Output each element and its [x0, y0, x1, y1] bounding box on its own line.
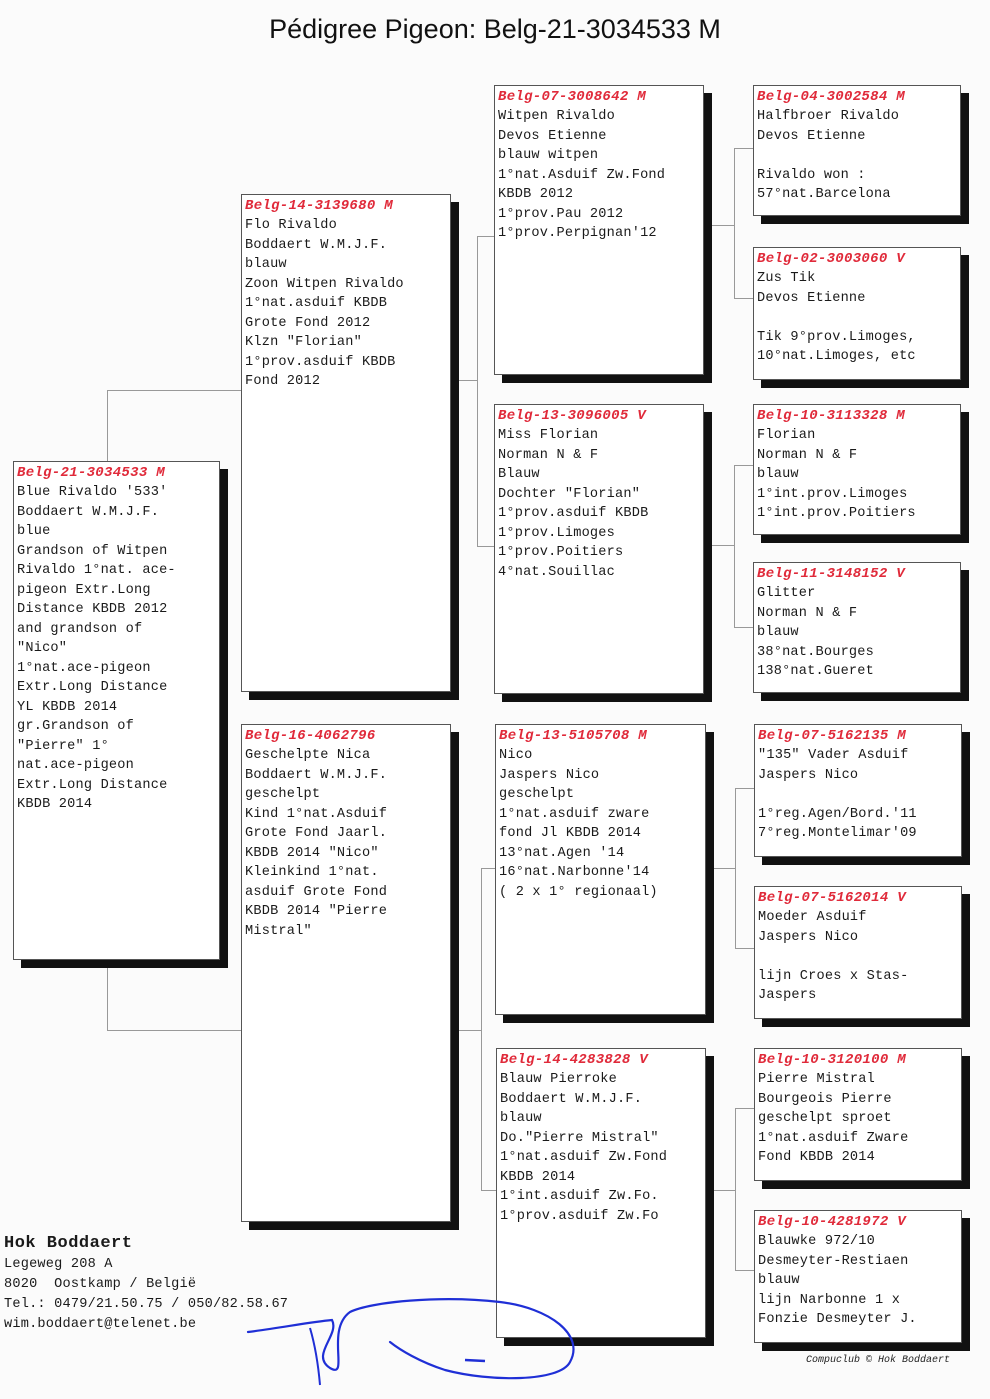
connector [734, 148, 735, 298]
ring-number: Belg-07-5162014 V [758, 890, 906, 906]
pedigree-line: 1°prov.asduif KBDB [498, 506, 649, 521]
pedigree-box-mfm [754, 886, 962, 1019]
pedigree-line: lijn Narbonne 1 x [758, 1292, 901, 1308]
pedigree-line: 57°nat.Barcelona [757, 187, 891, 202]
pedigree-line: 13°nat.Agen '14 [499, 845, 625, 861]
pedigree-line: Halfbroer Rivaldo [757, 109, 900, 124]
pedigree-line: geschelpt [245, 787, 321, 802]
pedigree-box-fmm [753, 562, 961, 693]
pedigree-line: blauw [757, 467, 799, 482]
pedigree-line: Zus Tik [757, 271, 816, 286]
pedigree-line: Rivaldo won : [757, 167, 866, 183]
pedigree-line: 1°prov.Poitiers [498, 545, 624, 560]
pedigree-line: 1°nat.asduif Zware [758, 1130, 909, 1146]
pedigree-line: 138°nat.Gueret [757, 664, 875, 679]
pedigree-line: Florian [757, 428, 816, 443]
signature-image [240, 1290, 590, 1390]
pedigree-box-subject [13, 461, 220, 960]
pedigree-line: 38°nat.Bourges [757, 644, 875, 660]
pedigree-box-mmm [754, 1210, 962, 1343]
software-credit: Compuclub © Hok Boddaert [806, 1355, 951, 1366]
ring-number: Belg-13-5105708 M [499, 728, 647, 744]
pedigree-line: blauw [245, 257, 287, 272]
pedigree-line: lijn Croes x Stas- [758, 968, 909, 984]
ring-number: Belg-10-4281972 V [758, 1214, 906, 1230]
pedigree-line: pigeon Extr.Long [17, 582, 151, 598]
pedigree-line: Grote Fond 2012 [245, 315, 371, 331]
pedigree-box-fm [494, 404, 704, 694]
pedigree-line: Geschelpte Nica [245, 748, 371, 763]
pedigree-line: Grandson of Witpen [17, 543, 168, 559]
pedigree-line: Klzn "Florian" [245, 335, 363, 350]
pedigree-line: Witpen Rivaldo [498, 109, 616, 124]
ring-number: Belg-02-3003060 V [757, 251, 905, 267]
connector [714, 868, 735, 869]
pedigree-line: blue [17, 524, 51, 539]
pedigree-box-father [241, 194, 451, 692]
pedigree-line: 1°prov.Pau 2012 [498, 206, 624, 222]
ring-number: Belg-13-3096005 V [498, 408, 646, 424]
pedigree-line: Blauw Pierroke [500, 1072, 618, 1087]
pedigree-line: blauw [758, 1273, 800, 1288]
pedigree-line: 1°reg.Agen/Bord.'11 [758, 806, 917, 822]
pedigree-line: "135" Vader Asduif [758, 748, 909, 763]
pedigree-line: Distance KBDB 2012 [17, 602, 168, 617]
pedigree-line: Extr.Long Distance [17, 777, 168, 793]
pedigree-line: Miss Florian [498, 428, 599, 443]
connector [734, 627, 754, 628]
breeder-address: Legeweg 208 A [4, 1257, 113, 1272]
breeder-phone: Tel.: 0479/21.50.75 / 050/82.58.67 [4, 1297, 289, 1312]
ring-number: Belg-14-3139680 M [245, 198, 393, 214]
pedigree-line: 1°nat.ace-pigeon [17, 660, 151, 676]
ring-number: Belg-04-3002584 M [757, 89, 905, 105]
pedigree-box-ff [494, 85, 704, 375]
pedigree-line: Jaspers Nico [499, 767, 600, 783]
pedigree-line: Glitter [757, 586, 816, 601]
ring-number: Belg-21-3034533 M [17, 465, 165, 481]
pedigree-line: Fonzie Desmeyter J. [758, 1312, 917, 1327]
pedigree-line: Norman N & F [498, 447, 599, 463]
pedigree-line: 1°int.prov.Poitiers [757, 506, 916, 521]
pedigree-line [758, 947, 961, 967]
pedigree-line: Jaspers Nico [758, 929, 859, 945]
connector [735, 1270, 755, 1271]
ring-number: Belg-16-4062796 [245, 728, 376, 744]
pedigree-line: 4°nat.Souillac [498, 564, 616, 580]
pedigree-line: geschelpt [499, 787, 575, 802]
ring-number: Belg-10-3120100 M [758, 1052, 906, 1068]
pedigree-line: Moeder Asduif [758, 910, 867, 925]
pedigree-line: Fond 2012 [245, 374, 321, 389]
pedigree-line: Zoon Witpen Rivaldo [245, 276, 404, 292]
pedigree-line: Desmeyter-Restiaen [758, 1253, 909, 1269]
connector [734, 465, 735, 627]
connector [450, 1030, 481, 1031]
pedigree-line: 7°reg.Montelimar'09 [758, 826, 917, 841]
pedigree-line: YL KBDB 2014 [17, 699, 118, 715]
pedigree-line: KBDB 2014 [500, 1169, 576, 1185]
page-title: Pédigree Pigeon: Belg-21-3034533 M [269, 14, 721, 44]
pedigree-line: 16°nat.Narbonne'14 [499, 865, 650, 880]
pedigree-box-fff [753, 85, 961, 216]
connector [735, 1108, 736, 1270]
pedigree-line: Boddaert W.M.J.F. [245, 767, 388, 783]
pedigree-line: KBDB 2014 [17, 797, 93, 812]
ring-number: Belg-11-3148152 V [757, 566, 905, 582]
pedigree-line: 1°int.asduif Zw.Fo. [500, 1189, 659, 1204]
pedigree-line: Jaspers [758, 988, 817, 1003]
pedigree-box-mmf [754, 1048, 962, 1181]
pedigree-line: Blauw [498, 467, 540, 482]
connector [107, 1030, 243, 1031]
ring-number: Belg-14-4283828 V [500, 1052, 648, 1068]
pedigree-box-ffm [753, 247, 961, 380]
connector [477, 236, 495, 237]
pedigree-line: 1°int.prov.Limoges [757, 486, 908, 502]
pedigree-line: Grote Fond Jaarl. [245, 826, 388, 841]
pedigree-box-mother [241, 724, 451, 1222]
connector [107, 390, 243, 391]
pedigree-line [757, 308, 960, 328]
pedigree-line: Dochter "Florian" [498, 486, 641, 502]
breeder-city: 8020 Oostkamp / België [4, 1277, 197, 1292]
pedigree-line: asduif Grote Fond [245, 884, 388, 900]
pedigree-line [757, 146, 960, 166]
connector [712, 545, 734, 546]
pedigree-line: fond Jl KBDB 2014 [499, 826, 642, 841]
ring-number: Belg-10-3113328 M [757, 408, 905, 424]
connector [735, 1108, 755, 1109]
connector [735, 788, 736, 948]
connector [477, 546, 495, 547]
pedigree-line: geschelpt sproet [758, 1111, 892, 1126]
pedigree-line: and grandson of [17, 621, 143, 637]
connector [734, 148, 754, 149]
pedigree-line: Kind 1°nat.Asduif [245, 806, 388, 822]
pedigree-line: blauw [757, 625, 799, 640]
pedigree-line: Pierre Mistral [758, 1072, 876, 1087]
breeder-name: Hok Boddaert [4, 1234, 133, 1253]
pedigree-line: KBDB 2014 "Nico" [245, 845, 379, 861]
pedigree-line: 1°prov.Limoges [498, 525, 616, 541]
ring-number: Belg-07-3008642 M [498, 89, 646, 105]
pedigree-line: blauw witpen [498, 148, 599, 163]
connector [477, 236, 478, 546]
connector [481, 868, 482, 1190]
pedigree-line: ( 2 x 1° regionaal) [499, 884, 658, 900]
pedigree-line: KBDB 2014 "Pierre [245, 904, 388, 919]
pedigree-line: 1°nat.Asduif Zw.Fond [498, 167, 666, 183]
connector [712, 225, 734, 226]
pedigree-line [758, 785, 961, 805]
connector [734, 298, 754, 299]
connector [735, 788, 755, 789]
connector [450, 380, 477, 381]
pedigree-line: Flo Rivaldo [245, 218, 337, 233]
pedigree-line: 1°nat.asduif Zw.Fond [500, 1150, 668, 1165]
pedigree-line: Boddaert W.M.J.F. [245, 237, 388, 253]
pedigree-line: Fond KBDB 2014 [758, 1150, 876, 1165]
pedigree-line: Norman N & F [757, 447, 858, 463]
pedigree-line: Do."Pierre Mistral" [500, 1130, 659, 1146]
pedigree-line: Kleinkind 1°nat. [245, 865, 379, 880]
pedigree-box-mf [495, 724, 706, 1015]
pedigree-line: 10°nat.Limoges, etc [757, 349, 916, 364]
pedigree-line: Blue Rivaldo '533' [17, 485, 168, 500]
connector [734, 465, 754, 466]
pedigree-line: KBDB 2012 [498, 187, 574, 202]
breeder-email: wim.boddaert@telenet.be [4, 1317, 197, 1332]
pedigree-line: blauw [500, 1111, 542, 1126]
pedigree-line: Bourgeois Pierre [758, 1091, 892, 1107]
pedigree-line: Rivaldo 1°nat. ace- [17, 563, 176, 578]
pedigree-line: Extr.Long Distance [17, 680, 168, 695]
pedigree-line: 1°prov.asduif Zw.Fo [500, 1208, 659, 1224]
pedigree-line: 1°nat.asduif zware [499, 806, 650, 822]
pedigree-line: 1°prov.Perpignan'12 [498, 226, 657, 241]
pedigree-line: 1°prov.asduif KBDB [245, 354, 396, 370]
pedigree-line: Mistral" [245, 923, 312, 939]
pedigree-line: nat.ace-pigeon [17, 758, 135, 773]
pedigree-line: "Pierre" 1° [17, 738, 109, 754]
pedigree-line: Devos Etienne [498, 128, 607, 144]
pedigree-line: 1°nat.asduif KBDB [245, 296, 388, 311]
pedigree-line: Tik 9°prov.Limoges, [757, 329, 916, 345]
connector [714, 1190, 735, 1191]
connector [735, 948, 755, 949]
pedigree-line: Nico [499, 748, 533, 763]
connector [481, 1190, 497, 1191]
pedigree-line: "Nico" [17, 641, 68, 656]
pedigree-line: Devos Etienne [757, 128, 866, 144]
pedigree-line: Jaspers Nico [758, 767, 859, 783]
pedigree-line: gr.Grandson of [17, 719, 135, 734]
pedigree-box-fmf [753, 404, 961, 535]
pedigree-line: Boddaert W.M.J.F. [17, 504, 160, 520]
pedigree-line: Devos Etienne [757, 290, 866, 306]
ring-number: Belg-07-5162135 M [758, 728, 906, 744]
pedigree-line: Boddaert W.M.J.F. [500, 1091, 643, 1107]
pedigree-box-mff [754, 724, 962, 857]
pedigree-line: Norman N & F [757, 605, 858, 621]
pedigree-line: Blauwke 972/10 [758, 1234, 876, 1249]
